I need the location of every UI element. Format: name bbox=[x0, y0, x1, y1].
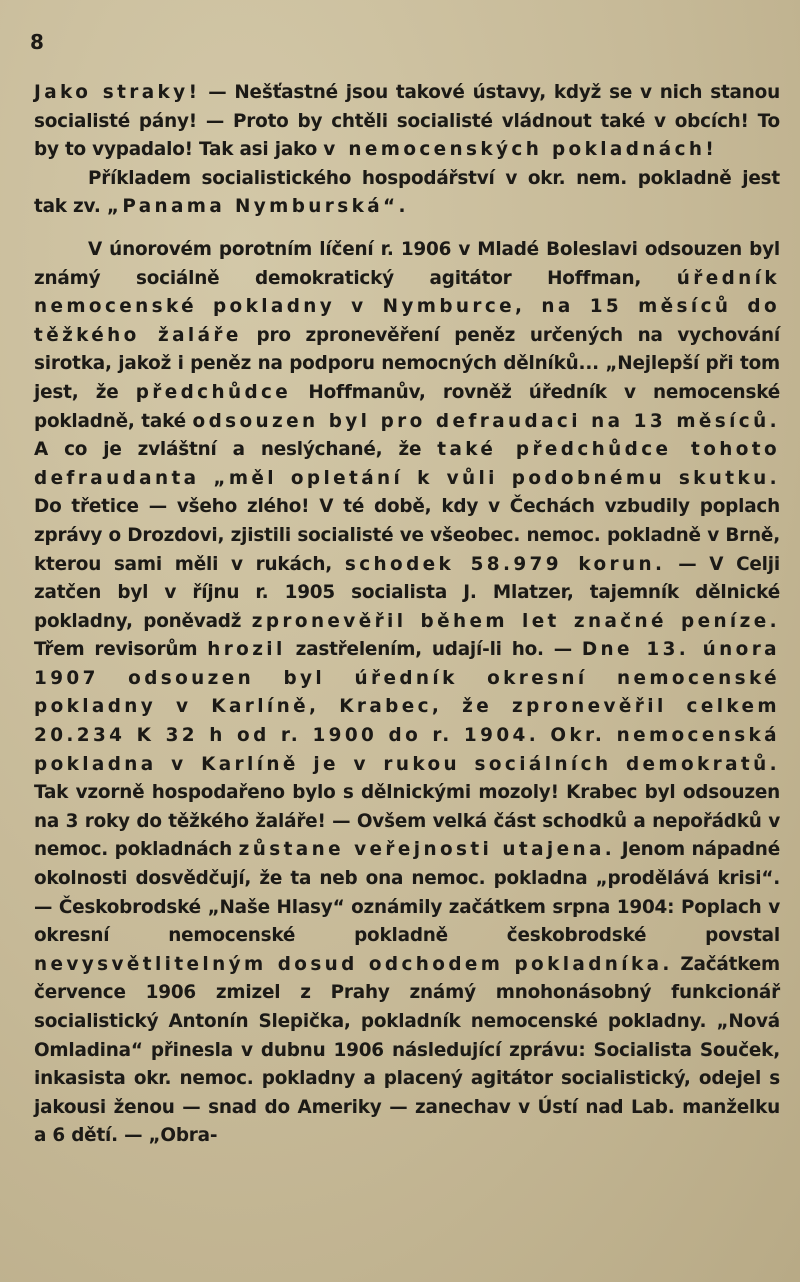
spaced-text: zpronevěřil během let značné peníze. bbox=[251, 610, 781, 632]
text-run: Hoffmanův, rovněž úředník v nemocenské pokladně, také bbox=[34, 381, 780, 432]
spaced-text: hrozil bbox=[207, 639, 286, 661]
spaced-text: Jako straky! bbox=[34, 82, 201, 103]
spaced-text: odsouzen byl pro defraudaci na 13 měsíců. bbox=[192, 410, 780, 432]
spaced-text: předchůdce bbox=[135, 381, 292, 403]
spaced-text: v nemocenských pokladnách! bbox=[323, 139, 718, 161]
spaced-text: také předchůdce tohoto defraudanta „měl opletání k vůli podobnému skutku. bbox=[34, 439, 780, 489]
spaced-text: úředník nemocenské pokladny v Nymburce, na 15 měsíců do těžkého žaláře bbox=[34, 267, 780, 346]
text-run: Tak vzorně hospodařeno bylo s dělnickými mozoly! Krabec byl odsouzen na 3 roky do těžkého žaláře! — Ovšem velká část schodků a nepořádků v nemoc. pokladnách bbox=[34, 782, 780, 861]
text-run: — V Celji zatčen byl v říjnu r. 1905 socialista J. Mlatzer, tajemník dělnické pokladny, poněvadž bbox=[34, 553, 780, 632]
text-run: A co je zvláštní a neslýchané, že bbox=[34, 439, 438, 461]
text-run: Třem revisorům bbox=[34, 639, 208, 661]
text-run: Začátkem července 1906 zmizel z Prahy známý mnohonásobný funkcionář socialistický Antonín Slepička, pokladník nemocenské pokladny. „Nová Omladina“ přinesla v dubnu 1906 následující zprávu: Socialista Souček, inkasista okr. nemoc. pokladny a placený agitátor socialistický, odejel s jakousi ženou — snad do Ameriky — zanechav v Ústí nad Lab. manželku a 6 dětí. — „Obra- bbox=[34, 953, 780, 1147]
body-text bbox=[34, 79, 780, 1151]
spaced-text: Dne 13. února 1907 odsouzen byl úředník okresní nemocenské pokladny v Karlíně, Krabec, že zpronevěřil celkem 20.234 K 32 h od r. 1900 do r. 1904. Okr. nemocenská pokladna v Karlíně je v rukou sociálních demokratů. bbox=[34, 639, 780, 775]
spaced-text: nevysvětlitelným dosud odchodem pokladníka. bbox=[34, 953, 673, 975]
text-run: V únorovém porotním líčení r. 1906 v Mladé Boleslavi odsouzen byl známý sociálně demokratický agitátor Hoffman, bbox=[34, 238, 780, 289]
paragraph-2 bbox=[34, 165, 780, 222]
page-number: 8 bbox=[30, 30, 44, 54]
text-run: — Nešťastné jsou takové ústavy, když se v nich stanou socialisté pány! — Proto by chtěli socialisté vládnout také v obcích! To by to vypadalo! Tak asi jako bbox=[34, 82, 780, 161]
text-run: Do třetice — všeho zlého! V té době, kdy v Čechách vzbudily poplach zprávy o Drozdovi, zjistili socialisté ve všeobec. nemoc. pokladně v Brně, kterou sami měli v rukách, bbox=[34, 496, 780, 575]
paragraph-1 bbox=[34, 79, 780, 165]
text-run: Příkladem socialistického hospodářství v okr. nem. pokladně jest tak zv. bbox=[34, 167, 780, 218]
spaced-text: schodek 58.979 korun. bbox=[344, 553, 666, 575]
text-run: zastřelením, udají-li ho. — bbox=[285, 639, 582, 661]
text-run: pro zpronevěření peněz určených na vychování sirotka, jakož i peněz na podporu nemocných dělníků... „Nejlepší při tom jest, že bbox=[34, 324, 780, 403]
paragraph-3 bbox=[34, 236, 780, 1151]
text-run: Jenom nápadné okolnosti dosvědčují, že ta neb ona nemoc. pokladna „prodělává krisi“. — Českobrodské „Naše Hlasy“ oznámily začátkem srpna 1904: Poplach v okresní nemocenské pokladně českobrodské povstal bbox=[34, 839, 780, 947]
spaced-text: zůstane veřejnosti utajena. bbox=[238, 839, 616, 861]
spaced-text: „Panama Nymburská“. bbox=[106, 196, 409, 218]
